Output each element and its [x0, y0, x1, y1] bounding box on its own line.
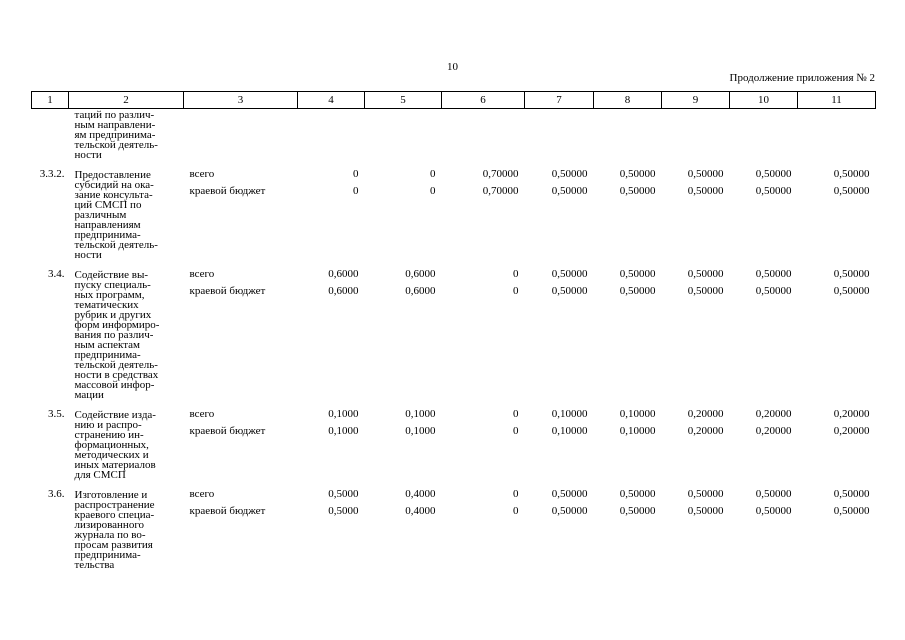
- amount-cell: 0,50000: [833, 488, 870, 500]
- amount-cell: 0,20000: [755, 408, 792, 420]
- amount-cell: 0,50000: [687, 268, 724, 280]
- amount-cell: 0: [513, 425, 519, 437]
- amount-cell: 0,50000: [687, 185, 724, 197]
- amount-cell: 0,50000: [619, 505, 656, 517]
- col-header: 1: [32, 92, 69, 109]
- amount-cell: 0,50000: [833, 505, 870, 517]
- activity-name: Содействие изда- нию и распро- странению ин- формационных, методических и иных материалов для СМСП: [74, 409, 156, 481]
- amount-cell: 0,70000: [482, 168, 519, 180]
- amount-cell: 0,1000: [405, 408, 436, 420]
- amount-cell: 0: [353, 185, 359, 197]
- amount-cell: 0,50000: [687, 168, 724, 180]
- amount-cell: 0: [513, 505, 519, 517]
- amount-cell: 0,5000: [328, 488, 359, 500]
- amount-cell: 0,50000: [833, 268, 870, 280]
- amount-cell: 0,10000: [619, 425, 656, 437]
- amount-cell: 0,10000: [551, 425, 588, 437]
- amount-cell: 0,50000: [619, 268, 656, 280]
- amount-cell: 0,1000: [328, 408, 359, 420]
- amount-cell: 0,50000: [833, 168, 870, 180]
- amount-cell: 0,50000: [755, 168, 792, 180]
- amount-cell: 0: [513, 408, 519, 420]
- continuation-label: Продолжение приложения № 2: [729, 72, 875, 84]
- amount-cell: 0,20000: [687, 425, 724, 437]
- funding-source: краевой бюджет: [189, 285, 266, 297]
- amount-cell: 0,4000: [405, 488, 436, 500]
- funding-source: краевой бюджет: [189, 185, 266, 197]
- amount-cell: 0,20000: [833, 408, 870, 420]
- col-header: 10: [730, 92, 798, 109]
- amount-cell: 0,50000: [755, 505, 792, 517]
- col-header: 8: [594, 92, 662, 109]
- amount-cell: 0: [513, 488, 519, 500]
- amount-cell: 0,50000: [687, 285, 724, 297]
- funding-source: краевой бюджет: [189, 505, 266, 517]
- funding-source: всего: [189, 168, 215, 180]
- amount-cell: 0,50000: [619, 488, 656, 500]
- amount-cell: 0,10000: [619, 408, 656, 420]
- amount-cell: 0,20000: [687, 408, 724, 420]
- amount-cell: 0,50000: [619, 185, 656, 197]
- activity-name: Предоставление субсидий на ока- зание консульта- ций СМСП по различным направлениям предпринима- тельской деятель- ности: [74, 169, 158, 261]
- amount-cell: 0,6000: [328, 285, 359, 297]
- amount-cell: 0,50000: [833, 285, 870, 297]
- col-header: 6: [442, 92, 525, 109]
- col-header: 11: [798, 92, 876, 109]
- amount-cell: 0: [513, 268, 519, 280]
- row-number: 3.3.2.: [39, 168, 65, 180]
- amount-cell: 0,6000: [328, 268, 359, 280]
- activity-name: Изготовление и распространение краевого специа- лизированного журнала по во- просам развития предпринима- тельства: [74, 489, 155, 571]
- amount-cell: 0,50000: [755, 285, 792, 297]
- amount-cell: 0,50000: [551, 505, 588, 517]
- amount-cell: 0,50000: [833, 185, 870, 197]
- table-row: [32, 406, 876, 486]
- header-row: [32, 92, 876, 109]
- amount-cell: 0: [353, 168, 359, 180]
- amount-cell: 0,6000: [405, 285, 436, 297]
- amount-cell: 0: [430, 185, 436, 197]
- amount-cell: 0: [430, 168, 436, 180]
- amount-cell: 0,70000: [482, 185, 519, 197]
- amount-cell: 0,50000: [687, 488, 724, 500]
- page-number: 10: [447, 61, 458, 73]
- amount-cell: 0: [513, 285, 519, 297]
- amount-cell: 0,50000: [551, 185, 588, 197]
- table-row: [32, 266, 876, 406]
- table-row: [32, 166, 876, 266]
- amount-cell: 0,1000: [405, 425, 436, 437]
- row-number: 3.4.: [48, 268, 65, 280]
- activity-name: Содействие вы- пуску специаль- ных программ, тематических рубрик и других форм информиро- вания по различ- ным аспектам предпринима- тельской деятель- ности в средствах массовой инфор- мации: [74, 269, 160, 401]
- col-header: 2: [69, 92, 184, 109]
- col-header: 9: [662, 92, 730, 109]
- carryover-row: [32, 109, 876, 167]
- table-row: [32, 486, 876, 570]
- amount-cell: 0,1000: [328, 425, 359, 437]
- amount-cell: 0,50000: [755, 488, 792, 500]
- amount-cell: 0,20000: [755, 425, 792, 437]
- col-header: 5: [365, 92, 442, 109]
- amount-cell: 0,5000: [328, 505, 359, 517]
- funding-source: всего: [189, 408, 215, 420]
- amount-cell: 0,10000: [551, 408, 588, 420]
- row-number: 3.5.: [48, 408, 65, 420]
- amount-cell: 0,50000: [619, 168, 656, 180]
- amount-cell: 0,50000: [551, 168, 588, 180]
- funding-table: [31, 91, 876, 570]
- amount-cell: 0,6000: [405, 268, 436, 280]
- amount-cell: 0,50000: [755, 185, 792, 197]
- col-header: 7: [525, 92, 594, 109]
- amount-cell: 0,50000: [687, 505, 724, 517]
- funding-source: всего: [189, 488, 215, 500]
- carryover-text: таций по различ- ным направлени- ям предпринима- тельской деятель- ности: [74, 109, 158, 161]
- col-header: 3: [184, 92, 298, 109]
- funding-source: всего: [189, 268, 215, 280]
- amount-cell: 0,50000: [755, 268, 792, 280]
- amount-cell: 0,50000: [551, 488, 588, 500]
- amount-cell: 0,50000: [619, 285, 656, 297]
- funding-source: краевой бюджет: [189, 425, 266, 437]
- col-header: 4: [298, 92, 365, 109]
- amount-cell: 0,50000: [551, 268, 588, 280]
- row-number: 3.6.: [48, 488, 65, 500]
- amount-cell: 0,4000: [405, 505, 436, 517]
- amount-cell: 0,50000: [551, 285, 588, 297]
- amount-cell: 0,20000: [833, 425, 870, 437]
